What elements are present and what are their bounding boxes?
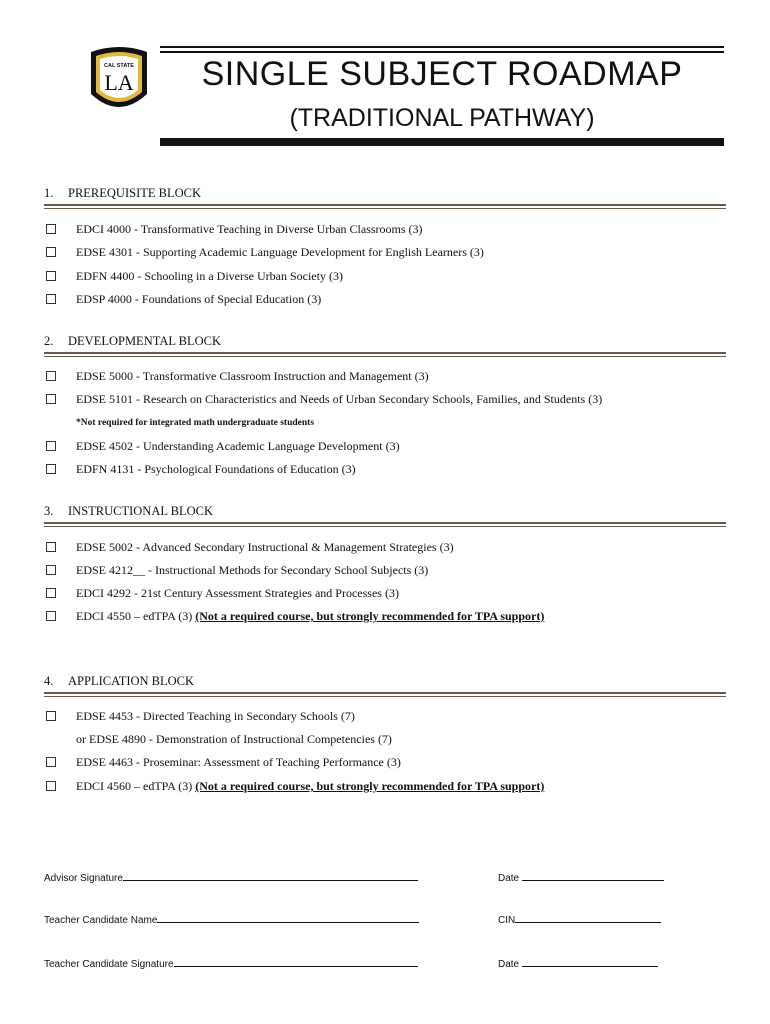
cin-label: CIN	[498, 915, 516, 926]
course-item	[44, 777, 726, 795]
course-label: EDCI 4000 - Transformative Teaching in Diverse Urban Classrooms (3)	[76, 222, 423, 236]
advisor-signature-line[interactable]	[123, 870, 418, 881]
checkbox[interactable]	[46, 711, 56, 721]
section-rule	[44, 352, 726, 354]
section-heading	[44, 332, 726, 350]
section-heading	[44, 502, 726, 520]
date-line[interactable]	[522, 870, 664, 881]
course-label: EDFN 4400 - Schooling in a Diverse Urban Society (3)	[76, 269, 343, 283]
section-number: 1.	[44, 186, 54, 200]
course-label: EDSP 4000 - Foundations of Special Education (3)	[76, 292, 322, 306]
course-item	[44, 584, 726, 602]
cal-state-la-logo	[88, 46, 150, 118]
section-rule	[44, 522, 726, 524]
section-title: PREREQUISITE BLOCK	[68, 186, 201, 200]
checkbox[interactable]	[46, 588, 56, 598]
course-item	[44, 607, 726, 625]
section-application	[44, 672, 726, 802]
cin-line[interactable]	[515, 912, 661, 923]
section-rule-thin	[44, 356, 726, 357]
section-rule	[44, 692, 726, 694]
course-label-wrap	[76, 777, 544, 795]
course-label: EDCI 4550 – edTPA (3)	[76, 609, 196, 623]
checkbox[interactable]	[46, 224, 56, 234]
candidate-name-label: Teacher Candidate Name	[44, 915, 158, 926]
recommendation-note: (Not a required course, but strongly recommended for TPA support)	[195, 779, 545, 793]
header-rule-bottom	[160, 138, 724, 146]
course-item	[44, 538, 726, 556]
course-label: EDSE 4301 - Supporting Academic Language Development for English Learners (3)	[76, 245, 484, 259]
course-item	[44, 561, 726, 579]
course-label: EDCI 4292 - 21st Century Assessment Strategies and Processes (3)	[76, 586, 399, 600]
candidate-name-field	[44, 912, 419, 926]
date-label: Date	[498, 873, 520, 884]
course-item	[44, 367, 726, 385]
candidate-signature-line[interactable]	[174, 956, 418, 967]
checkbox[interactable]	[46, 271, 56, 281]
date-line-2[interactable]	[522, 956, 658, 967]
candidate-signature-label: Teacher Candidate Signature	[44, 959, 174, 970]
course-item	[44, 390, 726, 408]
checkbox[interactable]	[46, 371, 56, 381]
checkbox[interactable]	[46, 247, 56, 257]
course-item	[44, 753, 726, 771]
section-rule	[44, 204, 726, 206]
date-label-2: Date	[498, 959, 520, 970]
checkbox[interactable]	[46, 294, 56, 304]
course-label: EDFN 4131 - Psychological Foundations of Education (3)	[76, 462, 356, 476]
checkbox[interactable]	[46, 394, 56, 404]
section-heading	[44, 184, 726, 202]
course-item	[44, 437, 726, 455]
candidate-signature-field	[44, 956, 418, 970]
advisor-signature-label: Advisor Signature	[44, 873, 123, 884]
note-row	[44, 414, 726, 432]
section-rule-thin	[44, 526, 726, 527]
page-title: SINGLE SUBJECT ROADMAP	[201, 55, 683, 93]
checkbox[interactable]	[46, 441, 56, 451]
section-rule-thin	[44, 696, 726, 697]
section-number: 2.	[44, 334, 54, 348]
course-item	[44, 460, 726, 478]
advisor-signature-field	[44, 870, 418, 884]
section-prerequisite	[44, 184, 726, 314]
course-item	[44, 730, 726, 748]
candidate-name-line[interactable]	[157, 912, 419, 923]
course-item	[44, 243, 726, 261]
section-title: DEVELOPMENTAL BLOCK	[68, 334, 222, 348]
checkbox[interactable]	[46, 781, 56, 791]
date-field	[498, 870, 664, 884]
course-label: EDCI 4560 – edTPA (3)	[76, 779, 196, 793]
page-subtitle: (TRADITIONAL PATHWAY)	[289, 104, 595, 132]
course-label: EDSE 4463 - Proseminar: Assessment of Teaching Performance (3)	[76, 755, 401, 769]
recommendation-note: (Not a required course, but strongly recommended for TPA support)	[195, 609, 545, 623]
section-number: 4.	[44, 674, 54, 688]
section-instructional	[44, 502, 726, 632]
section-developmental	[44, 332, 726, 482]
course-label: EDSE 5002 - Advanced Secondary Instructional & Management Strategies (3)	[76, 540, 454, 554]
course-label: EDSE 4502 - Understanding Academic Language Development (3)	[76, 439, 400, 453]
header-rule-top	[160, 46, 724, 48]
checkbox[interactable]	[46, 611, 56, 621]
course-label: EDSE 5000 - Transformative Classroom Instruction and Management (3)	[76, 369, 429, 383]
course-item	[44, 707, 726, 725]
course-item	[44, 290, 726, 308]
cin-field	[498, 912, 661, 926]
checkbox[interactable]	[46, 757, 56, 767]
note-text: *Not required for integrated math undergraduate students	[76, 418, 315, 428]
section-title: INSTRUCTIONAL BLOCK	[68, 504, 214, 518]
logo-line2: LA	[104, 70, 134, 95]
course-label: EDSE 4212__ - Instructional Methods for Secondary School Subjects (3)	[76, 563, 429, 577]
checkbox[interactable]	[46, 464, 56, 474]
logo-line1: CAL STATE	[104, 63, 134, 69]
date-field-2	[498, 956, 658, 970]
section-number: 3.	[44, 504, 54, 518]
course-label: EDSE 5101 - Research on Characteristics and Needs of Urban Secondary Schools, Families, and Students (3)	[76, 392, 603, 406]
course-label-wrap	[76, 607, 544, 625]
course-item	[44, 220, 726, 238]
checkbox[interactable]	[46, 542, 56, 552]
course-label: EDSE 4453 - Directed Teaching in Secondary Schools (7)	[76, 709, 355, 723]
section-title: APPLICATION BLOCK	[68, 674, 195, 688]
section-heading	[44, 672, 726, 690]
course-item	[44, 267, 726, 285]
course-label: or EDSE 4890 - Demonstration of Instructional Competencies (7)	[76, 732, 392, 746]
section-rule-thin	[44, 208, 726, 209]
checkbox[interactable]	[46, 565, 56, 575]
